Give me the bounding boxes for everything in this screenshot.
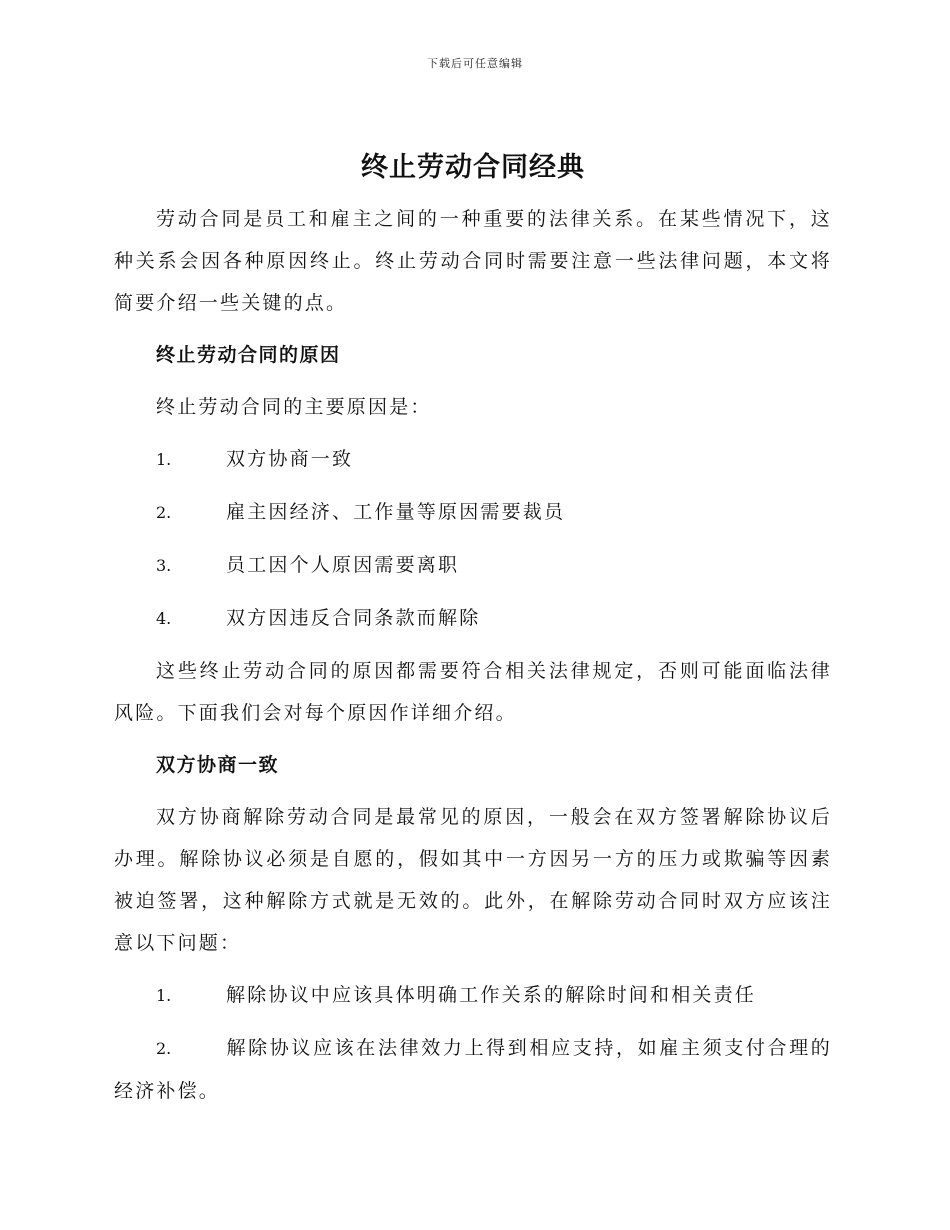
list-item	[114, 491, 832, 534]
list-item	[114, 1027, 832, 1112]
list-text: 雇主因经济、工作量等原因需要裁员	[226, 501, 566, 523]
list-text: 双方协商一致	[226, 448, 354, 470]
list-text: 双方因违反合同条款而解除	[226, 607, 481, 629]
document-body	[114, 148, 832, 1122]
list-item	[114, 974, 832, 1017]
list-number: 2.	[156, 503, 172, 522]
list-item	[114, 544, 832, 587]
section-heading-mutual-agreement: 双方协商一致	[156, 754, 280, 776]
list-number: 1.	[156, 986, 172, 1005]
list-number: 1.	[156, 450, 172, 469]
list-number: 2.	[156, 1039, 172, 1058]
list-text: 员工因个人原因需要离职	[226, 554, 460, 576]
intro-paragraph: 劳动合同是员工和雇主之间的一种重要的法律关系。在某些情况下，这种关系会因各种原因终止。终止劳动合同时需要注意一些法律问题，本文将简要介绍一些关键的点。	[114, 208, 832, 314]
list-item	[114, 438, 832, 481]
list-number: 4.	[156, 609, 172, 628]
document-title: 终止劳动合同经典	[361, 152, 585, 183]
reasons-lead: 终止劳动合同的主要原因是：	[156, 396, 432, 418]
reasons-closing-paragraph: 这些终止劳动合同的原因都需要符合相关法律规定，否则可能面临法律风险。下面我们会对每个原因作详细介绍。	[114, 660, 832, 724]
reasons-list	[114, 438, 832, 640]
mutual-agreement-paragraph: 双方协商解除劳动合同是最常见的原因，一般会在双方签署解除协议后办理。解除协议必须是自愿的，假如其中一方因另一方的压力或欺骗等因素被迫签署，这种解除方式就是无效的。此外，在解除劳动合同时双方应该注意以下问题：	[114, 806, 832, 954]
list-number: 3.	[156, 556, 172, 575]
list-text: 解除协议中应该具体明确工作关系的解除时间和相关责任	[226, 984, 757, 1006]
section-heading-reasons: 终止劳动合同的原因	[156, 344, 341, 366]
list-item	[114, 597, 832, 640]
page-header: 下载后可任意编辑	[427, 57, 523, 70]
agreement-notes-list	[114, 974, 832, 1112]
list-text: 解除协议应该在法律效力上得到相应支持，如雇主须支付合理的经济补偿。	[114, 1037, 832, 1102]
